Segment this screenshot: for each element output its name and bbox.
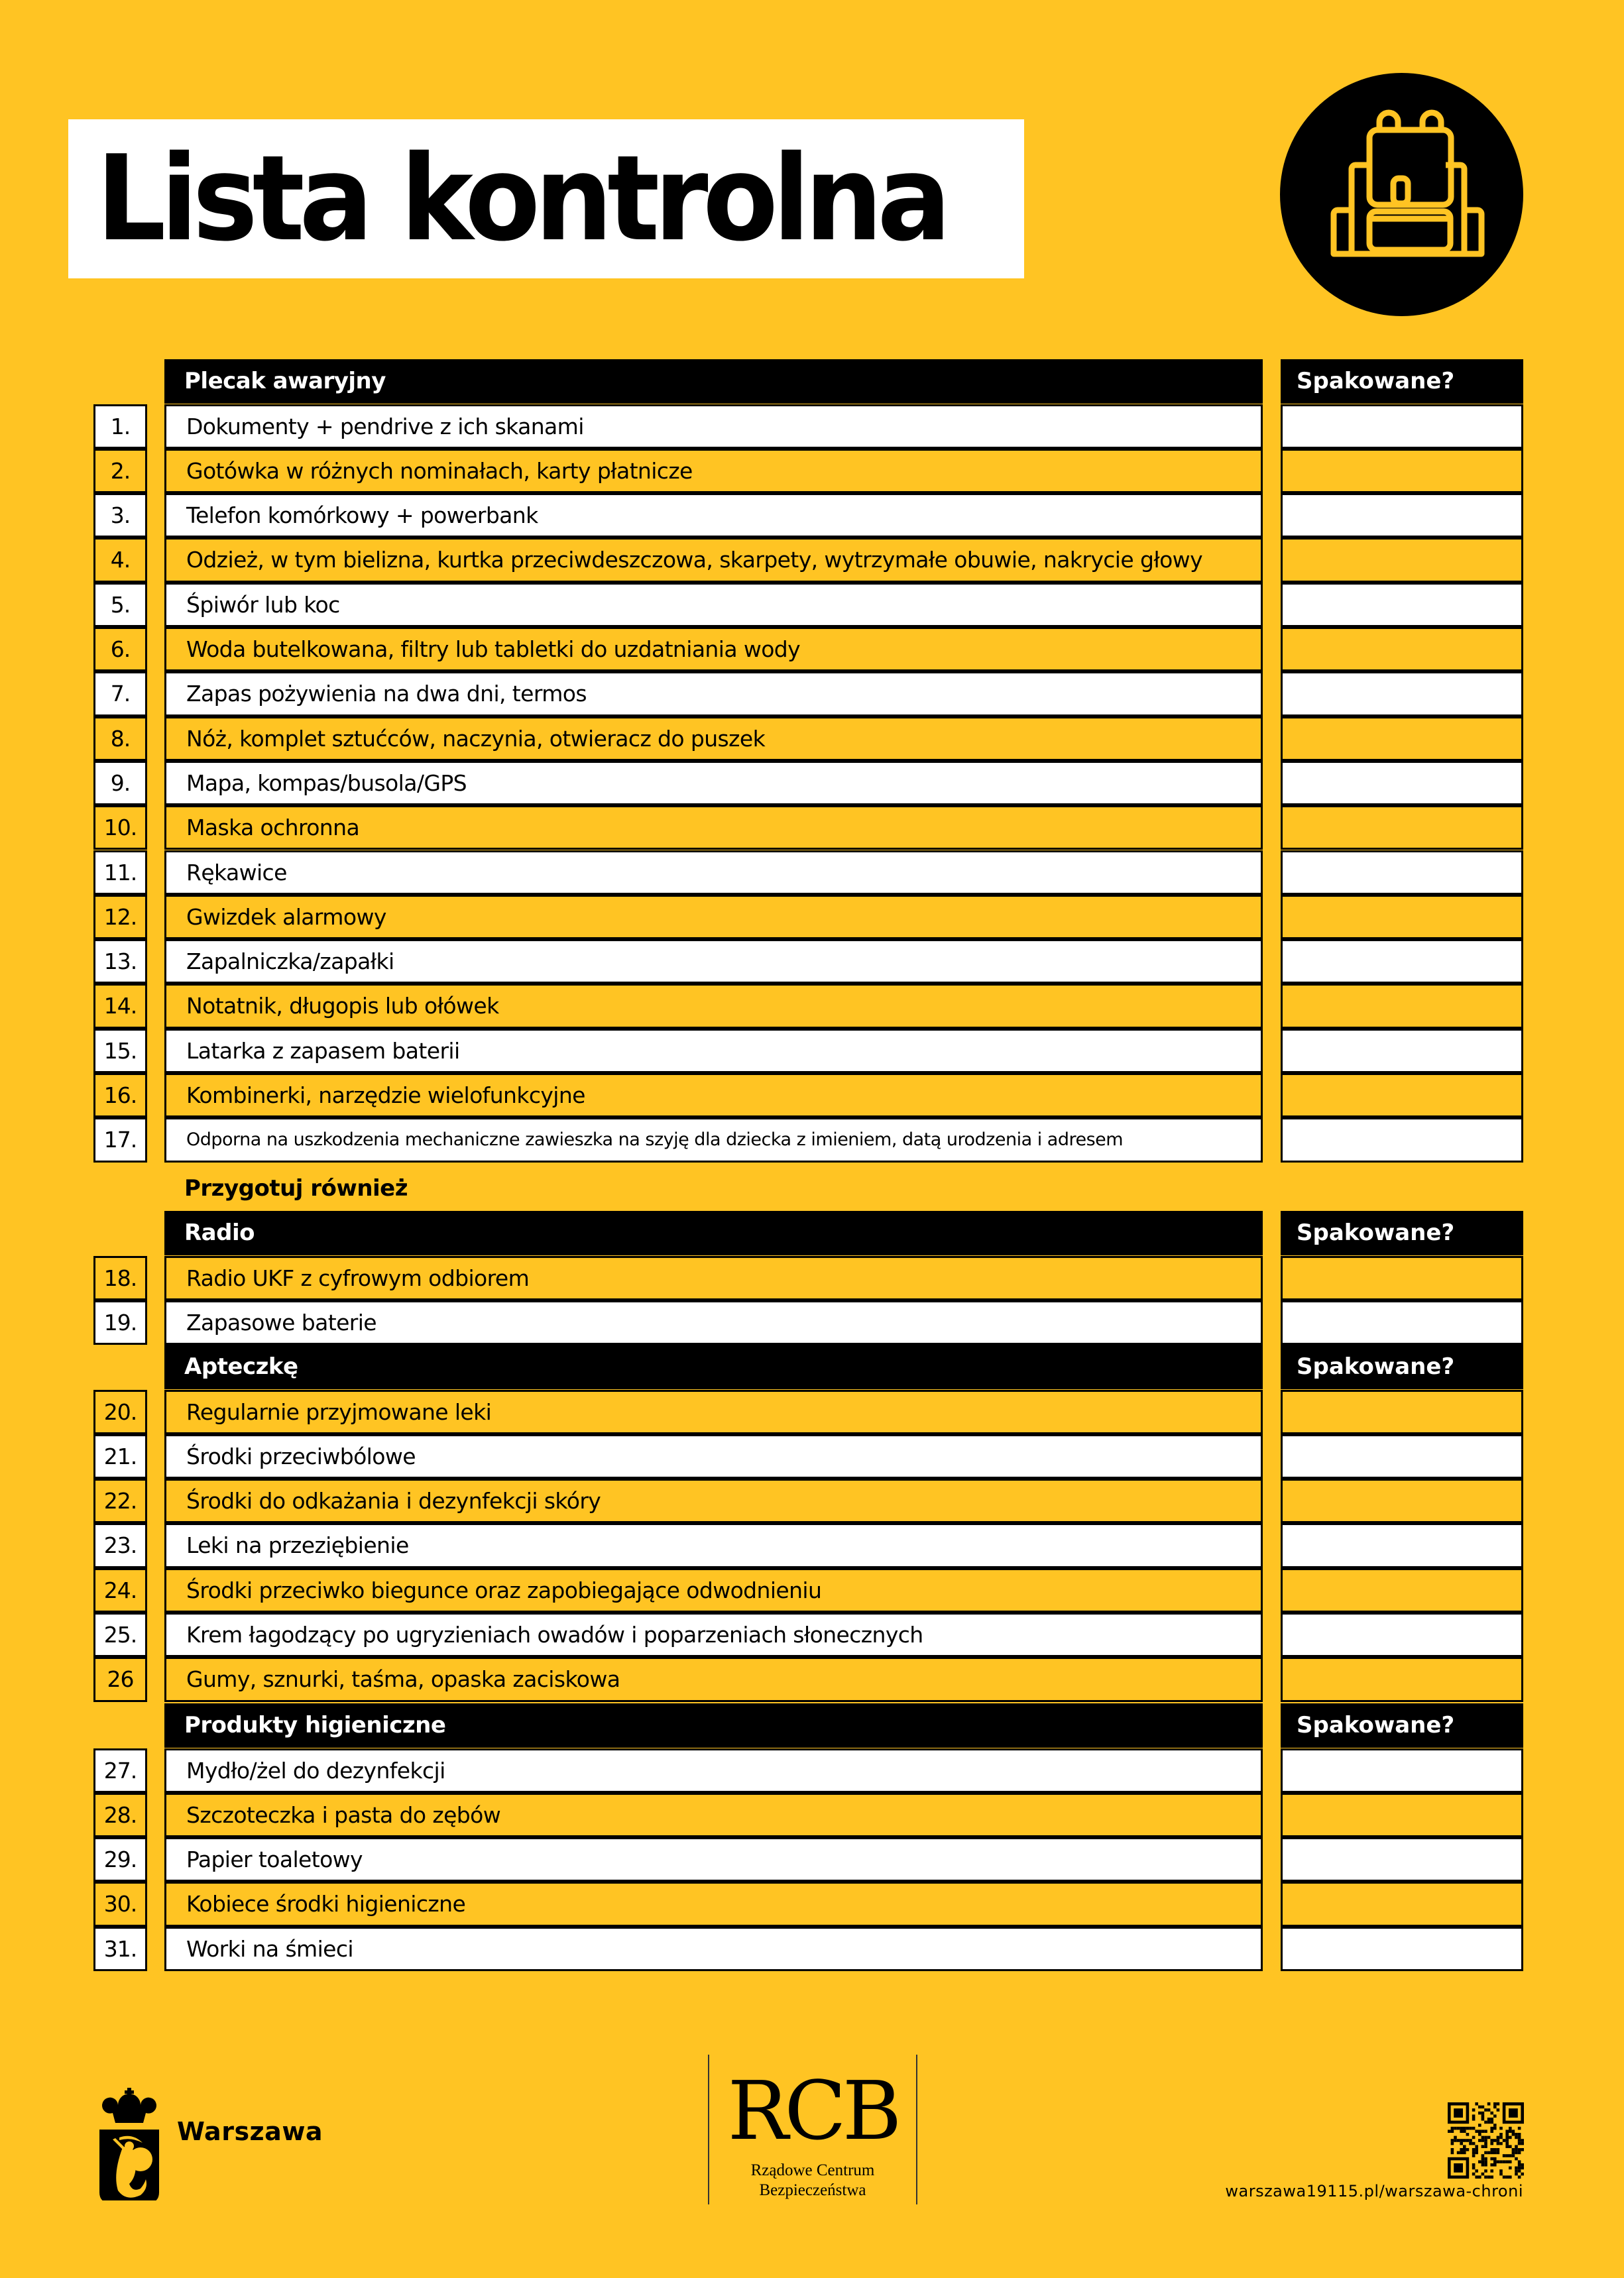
packed-checkbox[interactable] [1281, 761, 1523, 805]
item-number: 25. [93, 1613, 147, 1657]
rcb-logo [708, 2055, 917, 2204]
packed-checkbox[interactable] [1281, 493, 1523, 538]
item-number: 18. [93, 1256, 147, 1300]
packed-checkbox[interactable] [1281, 1657, 1523, 1701]
packed-checkbox[interactable] [1281, 1882, 1523, 1926]
item-text: Woda butelkowana, filtry lub tabletki do uzdatniania wody [164, 627, 1263, 671]
item-text: Regularnie przyjmowane leki [164, 1390, 1263, 1434]
packed-checkbox[interactable] [1281, 895, 1523, 939]
item-text: Mydło/żel do dezynfekcji [164, 1748, 1263, 1793]
item-text: Notatnik, długopis lub ołówek [164, 984, 1263, 1028]
item-number: 28. [93, 1793, 147, 1837]
packed-checkbox[interactable] [1281, 449, 1523, 493]
item-number: 21. [93, 1434, 147, 1479]
item-text: Zapalniczka/zapałki [164, 939, 1263, 984]
packed-checkbox[interactable] [1281, 1613, 1523, 1657]
packed-checkbox[interactable] [1281, 1837, 1523, 1882]
packed-checkbox[interactable] [1281, 716, 1523, 761]
item-text: Radio UKF z cyfrowym odbiorem [164, 1256, 1263, 1300]
packed-checkbox[interactable] [1281, 671, 1523, 716]
rcb-name-line2: Bezpieczeństwa [759, 2181, 866, 2199]
item-text: Latarka z zapasem baterii [164, 1029, 1263, 1073]
item-text: Gumy, sznurki, taśma, opaska zaciskowa [164, 1657, 1263, 1701]
rcb-name-line1: Rządowe Centrum [750, 2161, 875, 2179]
item-number: 24. [93, 1568, 147, 1613]
packed-checkbox[interactable] [1281, 538, 1523, 582]
item-number: 6. [93, 627, 147, 671]
item-number: 19. [93, 1300, 147, 1345]
item-number: 12. [93, 895, 147, 939]
item-text: Środki przeciwko biegunce oraz zapobiegające odwodnieniu [164, 1568, 1263, 1613]
item-number: 22. [93, 1479, 147, 1523]
item-number: 23. [93, 1523, 147, 1567]
footer-url[interactable]: warszawa19115.pl/warszawa-chroni [1225, 2182, 1523, 2200]
packed-checkbox[interactable] [1281, 1300, 1523, 1345]
item-number: 3. [93, 493, 147, 538]
item-number: 1. [93, 404, 147, 449]
item-text: Środki do odkażania i dezynfekcji skóry [164, 1479, 1263, 1523]
qr-code-icon[interactable] [1448, 2102, 1524, 2179]
item-text: Leki na przeziębienie [164, 1523, 1263, 1567]
packed-checkbox[interactable] [1281, 805, 1523, 850]
item-number: 11. [93, 850, 147, 895]
packed-checkbox[interactable] [1281, 1523, 1523, 1567]
backpack-icon [1280, 73, 1523, 316]
item-number: 9. [93, 761, 147, 805]
item-text: Dokumenty + pendrive z ich skanami [164, 404, 1263, 449]
section-header: Radio [164, 1211, 1263, 1255]
packed-checkbox[interactable] [1281, 850, 1523, 895]
item-text: Krem łagodzący po ugryzieniach owadów i poparzeniach słonecznych [164, 1613, 1263, 1657]
item-number: 4. [93, 538, 147, 582]
item-text: Nóż, komplet sztućców, naczynia, otwieracz do puszek [164, 716, 1263, 761]
item-text: Zapas pożywienia na dwa dni, termos [164, 671, 1263, 716]
item-number: 5. [93, 583, 147, 627]
warsaw-label: Warszawa [177, 2117, 323, 2146]
item-number: 2. [93, 449, 147, 493]
item-text: Maska ochronna [164, 805, 1263, 850]
warsaw-coat-of-arms-icon [93, 2075, 166, 2200]
packed-column-header: Spakowane? [1281, 1211, 1523, 1255]
item-number: 29. [93, 1837, 147, 1882]
item-text: Śpiwór lub koc [164, 583, 1263, 627]
packed-checkbox[interactable] [1281, 1256, 1523, 1300]
section-header: Produkty higieniczne [164, 1703, 1263, 1748]
packed-checkbox[interactable] [1281, 627, 1523, 671]
title-box [68, 119, 1024, 278]
item-text: Mapa, kompas/busola/GPS [164, 761, 1263, 805]
item-number: 8. [93, 716, 147, 761]
item-text: Kombinerki, narzędzie wielofunkcyjne [164, 1073, 1263, 1117]
item-number: 10. [93, 805, 147, 850]
item-number: 7. [93, 671, 147, 716]
item-text: Worki na śmieci [164, 1927, 1263, 1971]
item-text: Rękawice [164, 850, 1263, 895]
packed-checkbox[interactable] [1281, 1073, 1523, 1117]
item-number: 13. [93, 939, 147, 984]
item-number: 20. [93, 1390, 147, 1434]
packed-checkbox[interactable] [1281, 984, 1523, 1028]
packed-checkbox[interactable] [1281, 583, 1523, 627]
item-text: Szczoteczka i pasta do zębów [164, 1793, 1263, 1837]
packed-checkbox[interactable] [1281, 939, 1523, 984]
item-number: 31. [93, 1927, 147, 1971]
packed-checkbox[interactable] [1281, 1568, 1523, 1613]
item-text: Odzież, w tym bielizna, kurtka przeciwdeszczowa, skarpety, wytrzymałe obuwie, nakrycie głowy [164, 538, 1263, 582]
warsaw-logo [93, 2075, 331, 2200]
item-number: 14. [93, 984, 147, 1028]
packed-column-header: Spakowane? [1281, 1345, 1523, 1389]
packed-checkbox[interactable] [1281, 1117, 1523, 1162]
rcb-name [709, 2161, 916, 2200]
packed-checkbox[interactable] [1281, 1793, 1523, 1837]
item-number: 30. [93, 1882, 147, 1926]
section-header: Plecak awaryjny [164, 359, 1263, 404]
item-text: Środki przeciwbólowe [164, 1434, 1263, 1479]
packed-column-header: Spakowane? [1281, 359, 1523, 404]
packed-checkbox[interactable] [1281, 1927, 1523, 1971]
item-text: Gwizdek alarmowy [164, 895, 1263, 939]
item-number: 16. [93, 1073, 147, 1117]
packed-checkbox[interactable] [1281, 404, 1523, 449]
backpack-badge [1280, 73, 1523, 316]
item-number: 27. [93, 1748, 147, 1793]
item-text: Gotówka w różnych nominałach, karty płatnicze [164, 449, 1263, 493]
page-title: Lista kontrolna [96, 130, 946, 267]
item-number: 15. [93, 1029, 147, 1073]
rcb-abbr: RCB [727, 2064, 898, 2158]
packed-checkbox[interactable] [1281, 1029, 1523, 1073]
packed-checkbox[interactable] [1281, 1748, 1523, 1793]
item-number: 17. [93, 1117, 147, 1162]
packed-checkbox[interactable] [1281, 1479, 1523, 1523]
item-text: Telefon komórkowy + powerbank [164, 493, 1263, 538]
packed-checkbox[interactable] [1281, 1434, 1523, 1479]
section-header: Apteczkę [164, 1345, 1263, 1389]
packed-checkbox[interactable] [1281, 1390, 1523, 1434]
item-text: Zapasowe baterie [164, 1300, 1263, 1345]
prepare-also-heading: Przygotuj również [184, 1175, 408, 1202]
packed-column-header: Spakowane? [1281, 1703, 1523, 1748]
item-text: Kobiece środki higieniczne [164, 1882, 1263, 1926]
item-text: Odporna na uszkodzenia mechaniczne zawieszka na szyję dla dziecka z imieniem, datą urodzenia i adresem [164, 1117, 1263, 1162]
item-number: 26 [93, 1657, 147, 1701]
item-text: Papier toaletowy [164, 1837, 1263, 1882]
